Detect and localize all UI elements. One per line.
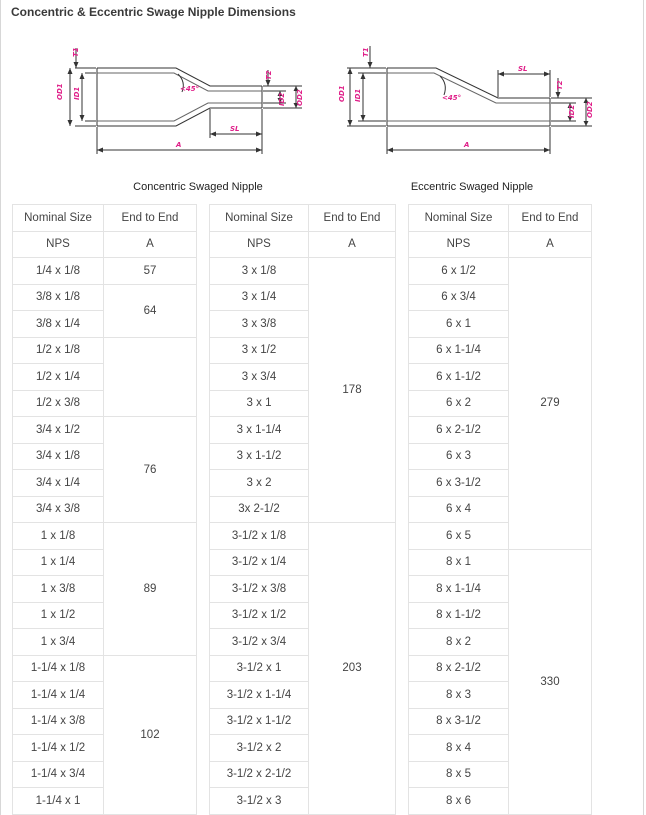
- column-gap: [396, 258, 409, 285]
- nominal-size-cell: 3-1/2 x 1/8: [210, 523, 309, 550]
- column-gap: [396, 655, 409, 682]
- table-row: [13, 337, 592, 364]
- nominal-size-cell: 1-1/4 x 1/4: [13, 682, 104, 709]
- column-gap: [396, 337, 409, 364]
- column-gap: [396, 549, 409, 576]
- eccentric-drawing: [330, 40, 605, 158]
- nominal-size-cell: 3/4 x 1/8: [13, 443, 104, 470]
- nominal-size-cell: 1 x 1/8: [13, 523, 104, 550]
- nominal-size-cell: 1/4 x 1/8: [13, 258, 104, 285]
- nominal-size-cell: 1-1/4 x 3/4: [13, 761, 104, 788]
- nominal-size-cell: 8 x 3-1/2: [409, 708, 509, 735]
- header-a-1: A: [104, 231, 197, 258]
- column-gap: [197, 602, 210, 629]
- table-row: [13, 390, 592, 417]
- nominal-size-cell: 3 x 3/8: [210, 311, 309, 338]
- table-row: [13, 629, 592, 656]
- column-gap: [197, 523, 210, 550]
- nominal-size-cell: 3-1/2 x 3/8: [210, 576, 309, 603]
- nominal-size-cell: 6 x 4: [409, 496, 509, 523]
- table-row: [13, 602, 592, 629]
- nominal-size-cell: 1 x 1/2: [13, 602, 104, 629]
- nominal-size-cell: 8 x 1-1/2: [409, 602, 509, 629]
- nominal-size-cell: 1/2 x 1/4: [13, 364, 104, 391]
- header-nps-1: NPS: [13, 231, 104, 258]
- id2-label: ID2: [278, 92, 286, 106]
- column-gap: [197, 576, 210, 603]
- table-row: [13, 443, 592, 470]
- column-gap: [197, 655, 210, 682]
- end-to-end-cell: 64: [104, 284, 197, 337]
- ecc-id1-label: ID1: [354, 88, 362, 102]
- nominal-size-cell: 1 x 3/8: [13, 576, 104, 603]
- concentric-caption: Concentric Swaged Nipple: [133, 181, 263, 193]
- header-nps-2: NPS: [210, 231, 309, 258]
- column-gap: [197, 761, 210, 788]
- nominal-size-cell: 3 x 1-1/4: [210, 417, 309, 444]
- ecc-od2-label: OD2: [586, 101, 594, 118]
- column-gap: [197, 682, 210, 709]
- od1-label: OD1: [56, 83, 64, 100]
- ecc-a-label: A: [464, 141, 470, 149]
- column-gap: [197, 337, 210, 364]
- column-gap: [197, 417, 210, 444]
- table-row: [13, 496, 592, 523]
- t2-label: T2: [265, 70, 273, 80]
- nominal-size-cell: 6 x 5: [409, 523, 509, 550]
- nominal-size-cell: 6 x 3/4: [409, 284, 509, 311]
- table-row: [13, 788, 592, 815]
- eccentric-caption: Eccentric Swaged Nipple: [410, 181, 534, 193]
- column-gap: [396, 364, 409, 391]
- header-a-2: A: [309, 231, 396, 258]
- nominal-size-cell: 8 x 1: [409, 549, 509, 576]
- column-gap: [197, 549, 210, 576]
- nominal-size-cell: 6 x 3: [409, 443, 509, 470]
- nominal-size-cell: 6 x 1: [409, 311, 509, 338]
- nominal-size-cell: 6 x 2-1/2: [409, 417, 509, 444]
- end-to-end-cell: 178: [309, 258, 396, 523]
- nominal-size-cell: 1-1/4 x 1: [13, 788, 104, 815]
- table-row: [13, 549, 592, 576]
- end-to-end-cell: 102: [104, 655, 197, 814]
- table-row: [13, 761, 592, 788]
- column-gap: [197, 284, 210, 311]
- column-gap: [396, 788, 409, 815]
- nominal-size-cell: 8 x 2: [409, 629, 509, 656]
- eccentric-diagram: [330, 40, 605, 163]
- column-gap: [396, 443, 409, 470]
- column-gap: [197, 470, 210, 497]
- nominal-size-cell: 1 x 3/4: [13, 629, 104, 656]
- nominal-size-cell: 8 x 1-1/4: [409, 576, 509, 603]
- nominal-size-cell: 8 x 2-1/2: [409, 655, 509, 682]
- table-row: [13, 576, 592, 603]
- nominal-size-cell: 8 x 4: [409, 735, 509, 762]
- end-to-end-cell: 89: [104, 523, 197, 656]
- end-to-end-cell: 57: [104, 258, 197, 285]
- header-a-3: A: [509, 231, 592, 258]
- table-row: [13, 258, 592, 285]
- nominal-size-cell: 1-1/4 x 1/2: [13, 735, 104, 762]
- nominal-size-cell: 1 x 1/4: [13, 549, 104, 576]
- angle-label: <45°: [180, 85, 200, 93]
- od2-label: OD2: [296, 89, 304, 106]
- nominal-size-cell: 3/4 x 3/8: [13, 496, 104, 523]
- table-row: [13, 311, 592, 338]
- nominal-size-cell: 3-1/2 x 2: [210, 735, 309, 762]
- nominal-size-cell: 3 x 1/8: [210, 258, 309, 285]
- nominal-size-cell: 3-1/2 x 2-1/2: [210, 761, 309, 788]
- column-gap: [396, 390, 409, 417]
- table-row: [13, 417, 592, 444]
- column-gap: [197, 205, 210, 232]
- column-gap: [396, 205, 409, 232]
- table-row: [13, 708, 592, 735]
- ecc-od1-label: OD1: [338, 85, 346, 102]
- nominal-size-cell: 3 x 1/2: [210, 337, 309, 364]
- nominal-size-cell: 3-1/2 x 1-1/4: [210, 682, 309, 709]
- ecc-sl-label: SL: [518, 65, 528, 73]
- column-gap: [396, 231, 409, 258]
- header-end-to-end-3: End to End: [509, 205, 592, 232]
- column-gap: [396, 284, 409, 311]
- header-nominal-size-1: Nominal Size: [13, 205, 104, 232]
- column-gap: [396, 496, 409, 523]
- nominal-size-cell: 1-1/4 x 3/8: [13, 708, 104, 735]
- ecc-t1-label: T1: [362, 47, 370, 57]
- column-gap: [396, 523, 409, 550]
- dimensions-table: [12, 204, 592, 815]
- header-nps-3: NPS: [409, 231, 509, 258]
- header-nominal-size-2: Nominal Size: [210, 205, 309, 232]
- nominal-size-cell: 3 x 2: [210, 470, 309, 497]
- nominal-size-cell: 6 x 3-1/2: [409, 470, 509, 497]
- header-end-to-end-2: End to End: [309, 205, 396, 232]
- ecc-id2-label: ID2: [568, 104, 576, 118]
- page-title: Concentric & Eccentric Swage Nipple Dimensions: [11, 5, 296, 19]
- column-gap: [396, 311, 409, 338]
- end-to-end-cell: 279: [509, 258, 592, 550]
- table-row: [13, 284, 592, 311]
- column-gap: [197, 311, 210, 338]
- table-row: [13, 682, 592, 709]
- column-gap: [197, 364, 210, 391]
- column-gap: [197, 258, 210, 285]
- nominal-size-cell: 3/4 x 1/4: [13, 470, 104, 497]
- nominal-size-cell: 8 x 3: [409, 682, 509, 709]
- nominal-size-cell: 3x 2-1/2: [210, 496, 309, 523]
- nominal-size-cell: 3 x 1: [210, 390, 309, 417]
- column-gap: [396, 682, 409, 709]
- nominal-size-cell: 1-1/4 x 1/8: [13, 655, 104, 682]
- sl-label: SL: [230, 125, 240, 133]
- table-row: [13, 364, 592, 391]
- end-to-end-cell: 76: [104, 417, 197, 523]
- table-row: [13, 655, 592, 682]
- table-row: [13, 523, 592, 550]
- nominal-size-cell: 3/8 x 1/4: [13, 311, 104, 338]
- end-to-end-cell: [104, 337, 197, 417]
- a-label: A: [176, 141, 182, 149]
- nominal-size-cell: 3 x 1/4: [210, 284, 309, 311]
- nominal-size-cell: 6 x 1-1/2: [409, 364, 509, 391]
- column-gap: [197, 231, 210, 258]
- header-end-to-end-1: End to End: [104, 205, 197, 232]
- table-row: [13, 735, 592, 762]
- concentric-drawing: [40, 40, 315, 158]
- header-nominal-size-3: Nominal Size: [409, 205, 509, 232]
- nominal-size-cell: 3/8 x 1/8: [13, 284, 104, 311]
- nominal-size-cell: 3-1/2 x 1: [210, 655, 309, 682]
- column-gap: [197, 788, 210, 815]
- column-gap: [396, 735, 409, 762]
- nominal-size-cell: 3-1/2 x 3: [210, 788, 309, 815]
- column-gap: [396, 602, 409, 629]
- nominal-size-cell: 6 x 2: [409, 390, 509, 417]
- nominal-size-cell: 8 x 5: [409, 761, 509, 788]
- nominal-size-cell: 3-1/2 x 1/4: [210, 549, 309, 576]
- nominal-size-cell: 1/2 x 1/8: [13, 337, 104, 364]
- concentric-diagram: [40, 40, 315, 163]
- nominal-size-cell: 8 x 6: [409, 788, 509, 815]
- ecc-angle-label: <45°: [442, 94, 462, 102]
- column-gap: [197, 735, 210, 762]
- nominal-size-cell: 3-1/2 x 1-1/2: [210, 708, 309, 735]
- column-gap: [396, 470, 409, 497]
- nominal-size-cell: 1/2 x 3/8: [13, 390, 104, 417]
- column-gap: [197, 390, 210, 417]
- column-gap: [396, 708, 409, 735]
- ecc-t2-label: T2: [556, 80, 564, 90]
- nominal-size-cell: 6 x 1-1/4: [409, 337, 509, 364]
- id1-label: ID1: [73, 86, 81, 100]
- t1-label: T1: [72, 47, 80, 57]
- column-gap: [197, 496, 210, 523]
- column-gap: [396, 629, 409, 656]
- nominal-size-cell: 3-1/2 x 3/4: [210, 629, 309, 656]
- column-gap: [197, 708, 210, 735]
- end-to-end-cell: 203: [309, 523, 396, 815]
- unit-row: [13, 231, 592, 258]
- nominal-size-cell: 6 x 1/2: [409, 258, 509, 285]
- column-gap: [396, 761, 409, 788]
- column-gap: [396, 576, 409, 603]
- nominal-size-cell: 3-1/2 x 1/2: [210, 602, 309, 629]
- end-to-end-cell: 330: [509, 549, 592, 814]
- column-gap: [197, 443, 210, 470]
- nominal-size-cell: 3/4 x 1/2: [13, 417, 104, 444]
- column-gap: [396, 417, 409, 444]
- column-gap: [197, 629, 210, 656]
- table-row: [13, 470, 592, 497]
- nominal-size-cell: 3 x 3/4: [210, 364, 309, 391]
- nominal-size-cell: 3 x 1-1/2: [210, 443, 309, 470]
- header-row: [13, 205, 592, 232]
